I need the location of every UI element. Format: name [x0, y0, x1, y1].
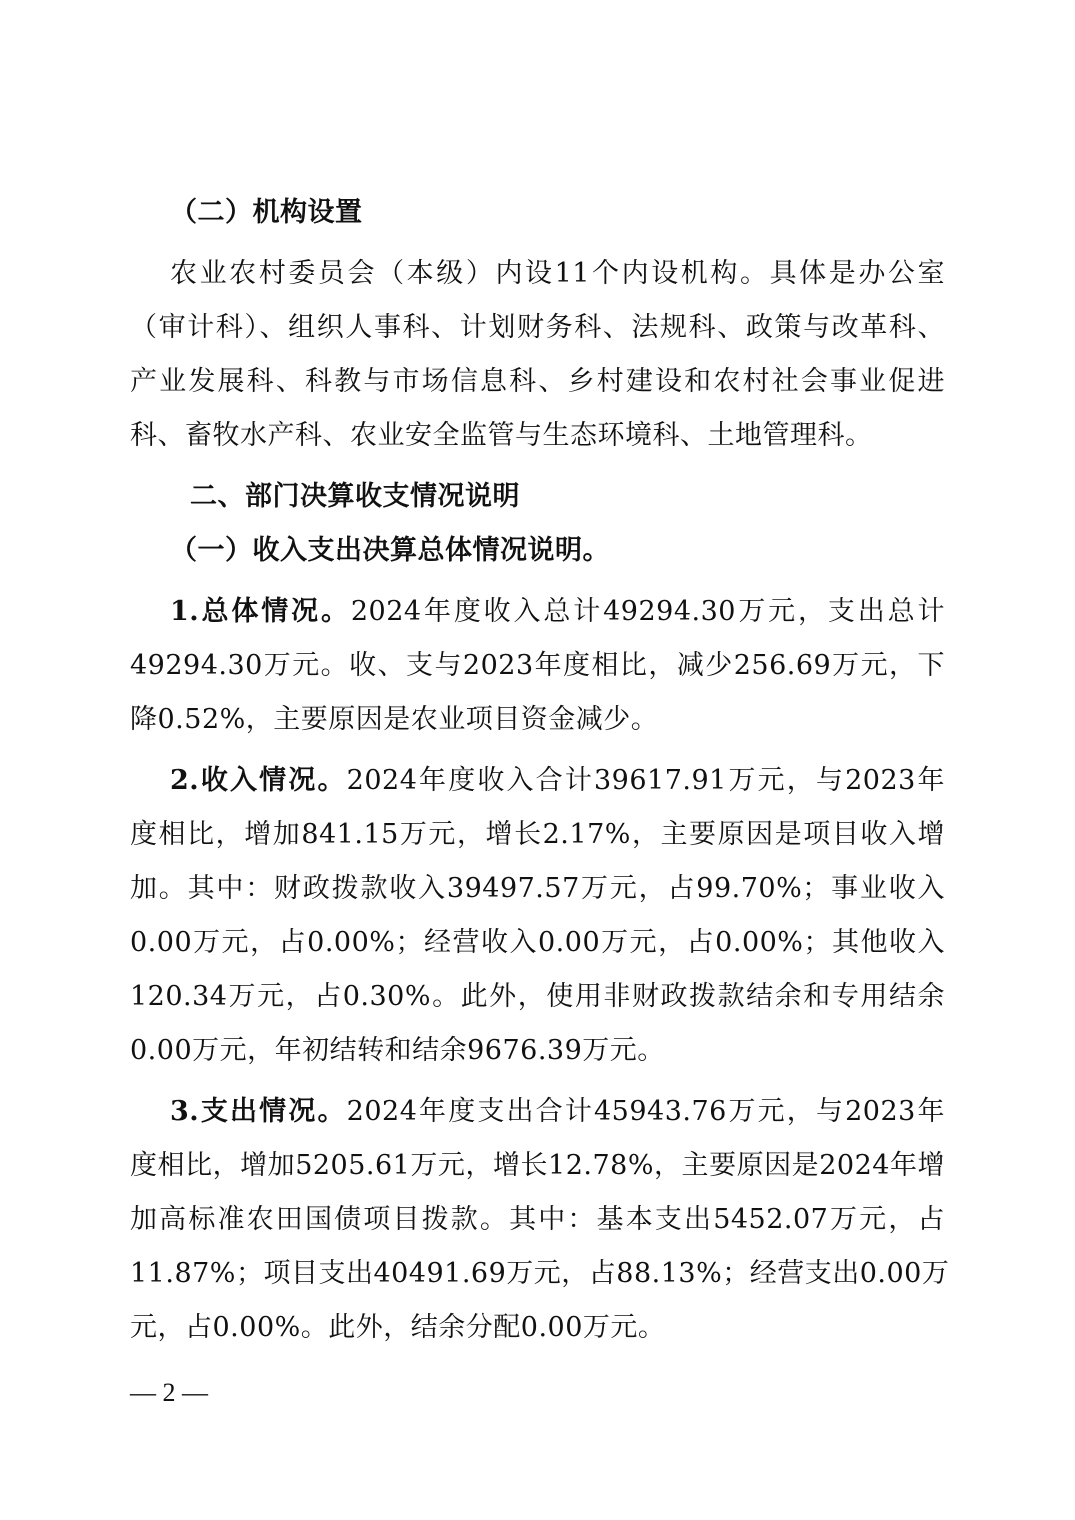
paragraph-line: 0.00万元，年初结转和结余9676.39万元。 [130, 1035, 665, 1066]
item-label: 3.支出情况。 [170, 1096, 347, 1127]
document-page [130, 186, 950, 1355]
subsection-heading: （一）收入支出决算总体情况说明。 [170, 535, 610, 566]
paragraph-line: 49294.30万元。收、支与2023年度相比，减少256.69万元，下 [130, 650, 945, 681]
item-label: 1.总体情况。 [170, 596, 351, 627]
paragraph-line: 科、畜牧水产科、农业安全监管与生态环境科、土地管理科。 [130, 420, 873, 451]
paragraph-line: 0.00万元，占0.00%；经营收入0.00万元，占0.00%；其他收入 [130, 927, 945, 958]
paragraph-line: 加。其中：财政拨款收入39497.57万元，占99.70%；事业收入 [130, 873, 945, 904]
item-text: 2024年度收入总计49294.30万元，支出总计 [350, 596, 946, 627]
paragraph-line: 降0.52%，主要原因是农业项目资金减少。 [130, 704, 659, 735]
item-expense-line [130, 1085, 945, 1139]
paragraph-line: 11.87%；项目支出40491.69万元，占88.13%；经营支出0.00万 [130, 1258, 950, 1289]
section-heading-org: （二）机构设置 [170, 197, 363, 228]
paragraph-line: 120.34万元，占0.30%。此外，使用非财政拨款结余和专用结余 [130, 981, 945, 1012]
item-text: 2024年度收入合计39617.91万元，与2023年 [346, 765, 945, 796]
item-label: 2.收入情况。 [170, 765, 347, 796]
paragraph-line: 度相比，增加841.15万元，增长2.17%，主要原因是项目收入增 [130, 819, 945, 850]
paragraph-line: 加高标准农田国债项目拨款。其中：基本支出5452.07万元，占 [130, 1204, 945, 1235]
item-text: 2024年度支出合计45943.76万元，与2023年 [346, 1096, 945, 1127]
paragraph-line: 农业农村委员会（本级）内设11个内设机构。具体是办公室 [170, 258, 945, 289]
section-heading-two: 二、部门决算收支情况说明 [190, 481, 520, 512]
item-income-line [130, 754, 945, 808]
item-overall-line [130, 585, 945, 639]
paragraph-line: 元，占0.00%。此外，结余分配0.00万元。 [130, 1312, 666, 1343]
page-number: — 2 — [130, 1378, 208, 1407]
paragraph-line: （审计科）、组织人事科、计划财务科、法规科、政策与改革科、 [130, 312, 945, 343]
paragraph-line: 产业发展科、科教与市场信息科、乡村建设和农村社会事业促进 [130, 366, 945, 397]
paragraph-line: 度相比，增加5205.61万元，增长12.78%，主要原因是2024年增 [130, 1150, 945, 1181]
